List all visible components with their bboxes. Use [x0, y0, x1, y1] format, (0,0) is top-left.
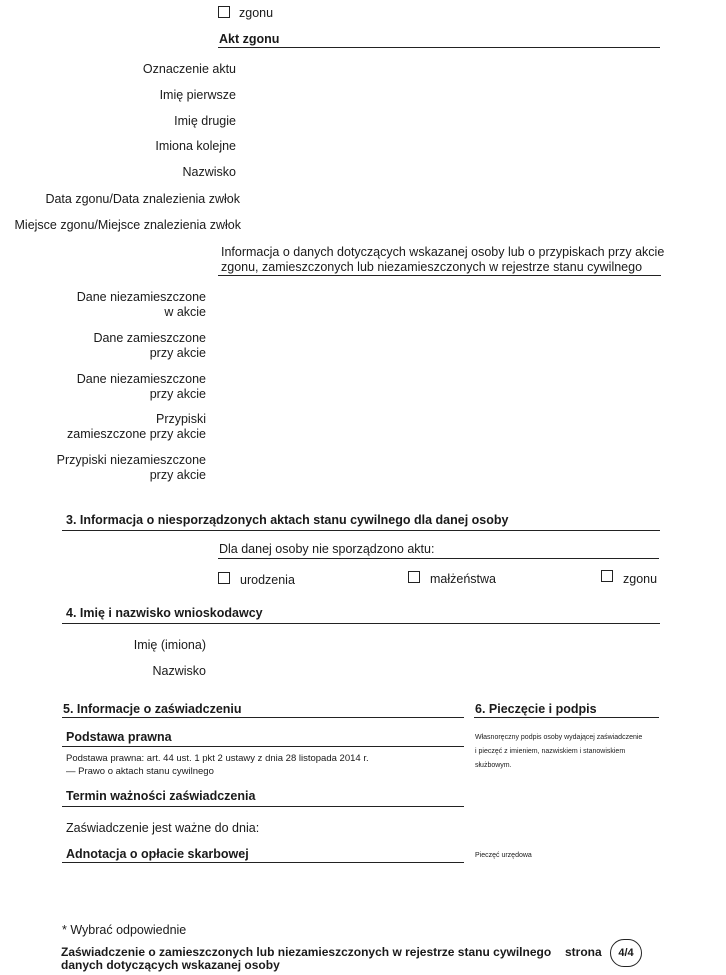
signature-note-line3: służbowym. — [475, 762, 512, 769]
strona-label: strona — [565, 945, 602, 959]
termin-text: Zaświadczenie jest ważne do dnia: — [66, 821, 260, 835]
field-label-oznaczenie-aktu: Oznaczenie aktu — [142, 62, 236, 76]
divider — [218, 558, 659, 559]
zgonu-checkbox[interactable] — [218, 6, 230, 18]
field-label-nazwisko: Nazwisko — [182, 165, 236, 179]
footer-title-line2: danych dotyczących wskazanej osoby — [61, 958, 280, 972]
field-label-imiona-kolejne: Imiona kolejne — [155, 139, 236, 153]
divider — [474, 717, 659, 718]
data-label-1-line1: Dane niezamieszczone — [76, 290, 206, 304]
urodzenia-checkbox[interactable] — [218, 572, 230, 584]
podstawa-line2: — Prawo o aktach stanu cywilnego — [66, 766, 214, 777]
signature-note-line2: i pieczęć z imieniem, nazwiskiem i stanowiskiem — [475, 748, 626, 755]
official-stamp-label: Pieczęć urzędowa — [475, 852, 532, 859]
data-label-2 — [93, 331, 206, 361]
divider — [62, 862, 464, 863]
section6-title: 6. Pieczęcie i podpis — [475, 702, 597, 716]
data-label-4-line1: Przypiski — [155, 412, 206, 426]
divider — [218, 47, 660, 48]
zgonu-option-label: zgonu — [623, 572, 658, 586]
urodzenia-label: urodzenia — [240, 573, 295, 587]
field-label-miejsce-zgonu: Miejsce zgonu/Miejsce znalezienia zwłok — [14, 218, 241, 232]
applicant-first-name-label: Imię (imiona) — [133, 638, 206, 652]
divider — [62, 717, 464, 718]
section4-title: 4. Imię i nazwisko wnioskodawcy — [66, 606, 263, 620]
termin-heading: Termin ważności zaświadczenia — [66, 789, 256, 803]
malzenstwa-checkbox[interactable] — [408, 571, 420, 583]
page-number-badge: 4/4 — [610, 939, 642, 967]
data-label-3-line2: przy akcie — [149, 387, 206, 401]
data-label-5 — [57, 453, 206, 483]
data-label-4 — [67, 412, 206, 442]
section3-title: 3. Informacja o niesporządzonych aktach stanu cywilnego dla danej osoby — [66, 513, 509, 527]
malzenstwa-label: małżeństwa — [430, 572, 496, 586]
divider — [62, 623, 660, 624]
podstawa-heading: Podstawa prawna — [66, 730, 172, 744]
divider — [62, 530, 660, 531]
podstawa-line1: Podstawa prawna: art. 44 ust. 1 pkt 2 ustawy z dnia 28 listopada 2014 r. — [66, 753, 369, 764]
data-label-2-line2: przy akcie — [149, 346, 206, 360]
section5-title: 5. Informacje o zaświadczeniu — [63, 702, 242, 716]
footer-note: * Wybrać odpowiednie — [62, 923, 187, 937]
divider — [218, 275, 661, 276]
info-heading-line1: Informacja o danych dotyczących wskazanej osoby lub o przypiskach przy akcie — [221, 245, 665, 259]
data-label-3 — [77, 372, 206, 402]
data-label-5-line2: przy akcie — [149, 468, 206, 482]
data-label-4-line2: zamieszczone przy akcie — [67, 427, 206, 441]
zgonu-checkbox-label: zgonu — [239, 6, 274, 20]
divider — [62, 806, 464, 807]
field-label-imie-pierwsze: Imię pierwsze — [159, 88, 236, 102]
applicant-last-name-label: Nazwisko — [152, 664, 206, 678]
field-label-imie-drugie: Imię drugie — [174, 114, 236, 128]
data-label-2-line1: Dane zamieszczone — [93, 331, 206, 345]
footer-title-line1: Zaświadczenie o zamieszczonych lub niezamieszczonych w rejestrze stanu cywilnego — [61, 945, 552, 959]
info-heading-line2: zgonu, zamieszczonych lub niezamieszczonych w rejestrze stanu cywilnego — [221, 260, 643, 274]
zgonu-option-checkbox[interactable] — [601, 570, 613, 582]
data-label-1-line2: w akcie — [164, 305, 206, 319]
section3-subheading: Dla danej osoby nie sporządzono aktu: — [219, 542, 435, 556]
field-label-data-zgonu: Data zgonu/Data znalezienia zwłok — [45, 192, 240, 206]
akt-zgonu-heading: Akt zgonu — [219, 32, 280, 46]
data-label-3-line1: Dane niezamieszczone — [76, 372, 206, 386]
divider — [62, 746, 464, 747]
adnotacja-heading: Adnotacja o opłacie skarbowej — [66, 847, 249, 861]
data-label-5-line1: Przypiski niezamieszczone — [56, 453, 206, 467]
signature-note-line1: Własnoręczny podpis osoby wydającej zaświadczenie — [475, 734, 643, 741]
data-label-1 — [77, 290, 206, 320]
